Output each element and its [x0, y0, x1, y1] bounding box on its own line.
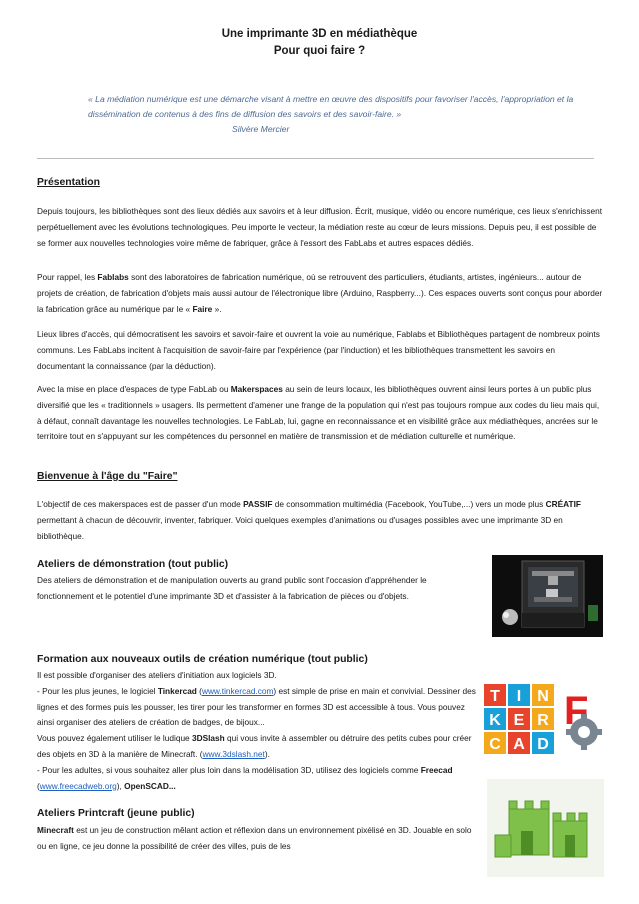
text-fragment: Il est possible d'organiser des ateliers d'initiation aux logiciels 3D. — [37, 670, 277, 680]
term-tinkercad: Tinkercad — [157, 685, 197, 696]
text-fragment: ». — [212, 303, 222, 314]
epigraph-quote — [88, 92, 588, 137]
software-logos-image — [484, 684, 604, 756]
term-passif: PASSIF — [243, 499, 273, 509]
term-creatif: CRÉATIF — [545, 499, 581, 509]
heading-demo: Ateliers de démonstration (tout public) — [37, 559, 229, 570]
document-title-line-2: Pour quoi faire ? — [273, 45, 366, 57]
tinkercad-letter: D — [537, 736, 549, 753]
text-fragment: au sein de leurs locaux, les bibliothèques ouvrent ainsi leurs portes à un public plus diversifié que les « traditionnels » usagers. Ils permettent d'amener une frange de la population qui n'est pas toujours rompue aux codes du lieu mais qui, à défaut, connaît davantage les nouvelles technologies. Le FabLab, lui, gagne en reconnaissance et en visibilité grâce aux médiathèques, ancrées sur le territoire tout en s'appuyant sur les compétences du personnel en matière de transmission et de médiation culturelle et numérique. — [37, 384, 600, 442]
heading-formation: Formation aux nouveaux outils de création numérique (tout public) — [37, 654, 368, 665]
text-fragment: ... — [168, 780, 176, 791]
term-freecad: Freecad — [420, 764, 453, 775]
horizontal-divider — [37, 158, 594, 159]
tinkercad-letter: N — [537, 688, 549, 705]
paragraph-presentation-3: Lieux libres d'accès, qui démocratisent les savoirs et savoir-faire et ouvrent la voie au numérique, Fablabs et Bibliothèques partagent de nombreux points communs. Les FabLabs incitent à l'acquisition de savoir-faire par l'expérience (par l'induction) et les bibliothèques transmettent les savoirs en documentant la connaissance (par la déduction). — [37, 329, 600, 371]
tinkercad-letter: E — [513, 712, 525, 729]
term-openscad: OpenSCAD — [124, 780, 169, 791]
text-fragment: ). — [264, 748, 270, 759]
document-title-line-1: Une imprimante 3D en médiathèque — [221, 28, 418, 40]
heading-faire: Bienvenue à l'âge du "Faire" — [37, 471, 178, 482]
text-fragment: - Pour les plus jeunes, le logiciel — [37, 685, 158, 696]
text-fragment: qui vous invite à assembler ou détruire des petits cubes pour créer des objets en 3D à la manière de Minecraft. ( — [37, 733, 472, 759]
link-3dslash[interactable]: www.3dslash.net — [202, 748, 265, 759]
text-fragment: L'objectif de ces makerspaces est de passer d'un mode — [37, 499, 244, 509]
tinkercad-letter: K — [489, 712, 501, 729]
text-fragment: de consommation multimédia (Facebook, YouTube,...) vers un mode plus — [272, 499, 546, 509]
text-fragment: ( — [196, 685, 202, 696]
text-fragment: ) est simple de prise en main et convivial. Dessiner des lignes et des formes puis les pousser, les tirer pour les transformer en formes 3D est accessible à tous. Vous pouvez ainsi organiser des ateliers de création de badges, de bijoux... — [37, 685, 476, 728]
printed-castle-photo-image — [487, 779, 604, 877]
heading-printcraft: Ateliers Printcraft (jeune public) — [37, 808, 195, 819]
quote-author: Silvère Mercier — [232, 124, 290, 134]
paragraph-faire — [37, 497, 605, 544]
term-makerspaces: Makerspaces — [230, 384, 283, 394]
tinkercad-letter: T — [490, 688, 500, 705]
text-fragment: Vous pouvez également utiliser le ludique — [37, 733, 192, 744]
text-fragment: Pour rappel, les — [37, 272, 98, 282]
paragraph-printcraft — [37, 823, 477, 855]
text-fragment: ( — [37, 780, 40, 791]
text-fragment: est un jeu de construction mêlant action et réflexion dans un environnement pixélisé en 3D. Jouable en solo ou en ligne, ce jeu donne la possibilité de créer des villes, puis de les — [37, 825, 472, 851]
freecad-logo — [564, 689, 602, 750]
link-freecad[interactable]: www.freecadweb.org — [39, 780, 117, 791]
freecad-letter: F — [564, 689, 589, 733]
link-tinkercad[interactable]: www.tinkercad.com — [201, 685, 274, 696]
paragraph-presentation-4 — [37, 382, 605, 445]
printer-photo-image — [492, 555, 603, 637]
term-3dslash: 3DSlash — [191, 733, 225, 744]
text-fragment: sont des laboratoires de fabrication numérique, où se retrouvent des particuliers, étudiants, artistes, ingénieurs... autour de projets de création, de fabrication d'objets mais aussi autour de l'électronique libre (Arduino, Raspberry...). Ces espaces ouverts sont conçus pour aborder la fabrication grâce au numérique par le « — [37, 272, 603, 314]
heading-presentation: Présentation — [37, 177, 100, 188]
tinkercad-logo — [484, 684, 554, 754]
text-fragment: ), — [116, 780, 125, 791]
term-minecraft: Minecraft — [37, 825, 74, 835]
tinkercad-letter: C — [489, 736, 501, 753]
paragraph-demo: Des ateliers de démonstration et de manipulation ouverts au grand public sont l'occasion d'appréhender le fonctionnement et le potentiel d'une imprimante 3D et d'assister à la fabrication de pièces ou d'objets. — [37, 575, 427, 601]
quote-text: « La médiation numérique est une démarche visant à mettre en œuvre des dispositifs pour favoriser l'accès, l'appropriation et la dissémination de contenus à des fins de diffusion des savoirs et des savoir-faire. » — [88, 94, 574, 119]
text-fragment: permettant à chacun de découvrir, inventer, fabriquer. Voici quelques exemples d'animations ou d'usages possibles avec une imprimante 3D en bibliothèque. — [37, 514, 563, 541]
paragraph-formation — [37, 668, 477, 794]
text-fragment: Avec la mise en place d'espaces de type FabLab ou — [37, 384, 231, 394]
tinkercad-letter: A — [513, 736, 525, 753]
term-faire: Faire — [192, 303, 213, 314]
paragraph-presentation-2 — [37, 270, 605, 317]
tinkercad-letter: R — [537, 712, 549, 729]
text-fragment: - Pour les adultes, si vous souhaitez aller plus loin dans la modélisation 3D, utilisez des logiciels comme — [37, 764, 421, 775]
paragraph-presentation-1: Depuis toujours, les bibliothèques sont des lieux dédiés aux savoirs et à leur diffusion. Écrit, musique, vidéo ou encore numérique, ces lieux s'enrichissent perpétuellement avec les évolutions technologiques. Peu importe le vecteur, la médiation reste au cœur de leurs missions. Depuis peu, il est possible de se former aux nouvelles technologies voire même de fabriquer, grâce à l'essort des FabLabs et autres espaces dédiés. — [37, 206, 603, 248]
term-fablabs: Fablabs — [97, 272, 129, 282]
tinkercad-letter: I — [516, 688, 522, 705]
